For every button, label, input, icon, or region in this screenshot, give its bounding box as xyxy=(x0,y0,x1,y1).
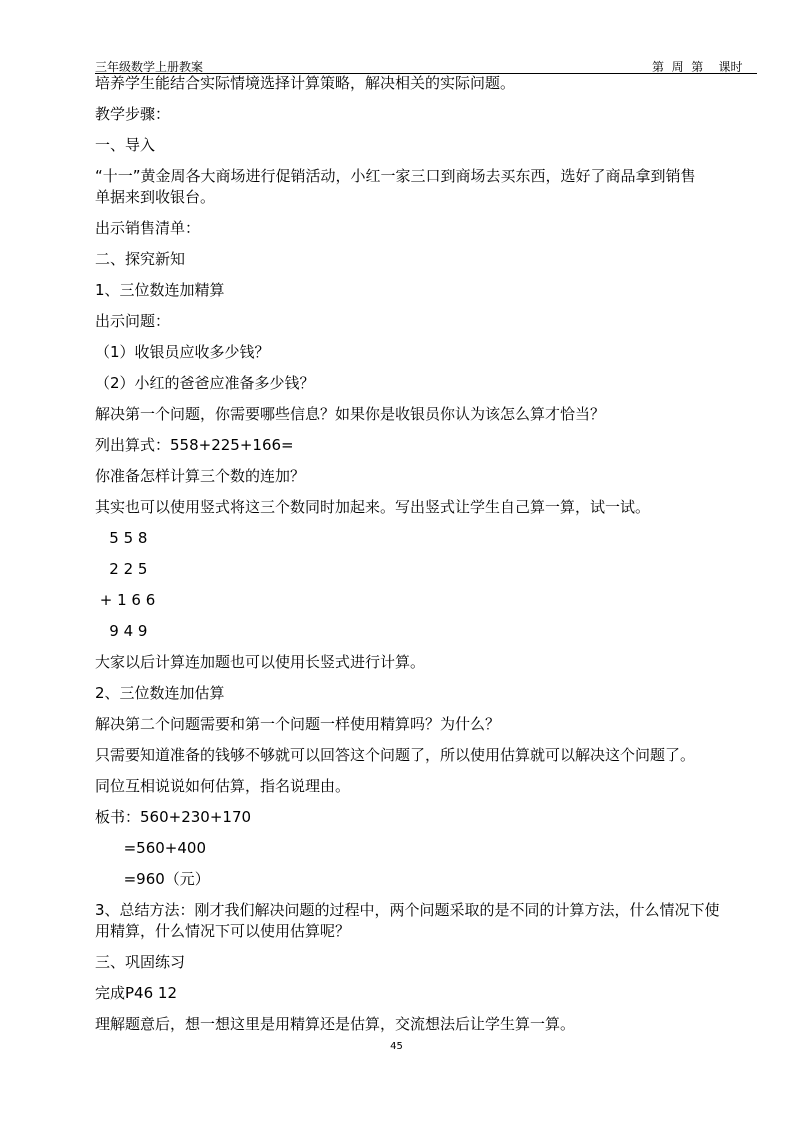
body-line: 其实也可以使用竖式将这三个数同时加起来。写出竖式让学生自己算一算，试一试。 xyxy=(95,498,651,516)
equation-line: =960（元） xyxy=(95,870,210,888)
vertical-calc-line: 5 5 8 xyxy=(95,529,148,547)
subsection-heading: 2、三位数连加估算 xyxy=(95,684,225,702)
body-line: 你准备怎样计算三个数的连加？ xyxy=(95,467,306,485)
section-heading: 三、巩固练习 xyxy=(95,953,186,971)
body-line: 理解题意后，想一想这里是用精算还是估算，交流想法后让学生算一算。 xyxy=(95,1015,576,1033)
subsection-heading: 1、三位数连加精算 xyxy=(95,281,225,299)
body-line: “十一”黄金周各大商场进行促销活动，小红一家三口到商场去买东西，选好了商品拿到销售 xyxy=(95,167,696,185)
body-line: 出示销售清单： xyxy=(95,219,201,237)
equation-line: 板书：560+230+170 xyxy=(95,808,252,826)
body-line: 用精算，什么情况下可以使用估算呢？ xyxy=(95,922,351,940)
header-title: 三年级数学上册教案 xyxy=(95,60,204,74)
body-line: 完成P46 12 xyxy=(95,984,177,1002)
body-line: 同位互相说说如何估算，指名说理由。 xyxy=(95,777,351,795)
question-line: （2）小红的爸爸应准备多少钱？ xyxy=(95,374,315,392)
body-line: 解决第二个问题需要和第一个问题一样使用精算吗？为什么？ xyxy=(95,715,501,733)
body-line: 出示问题： xyxy=(95,312,171,330)
body-line: 解决第一个问题，你需要哪些信息？如果你是收银员你认为该怎么算才恰当？ xyxy=(95,405,606,423)
body-line: 培养学生能结合实际情境选择计算策略，解决相关的实际问题。 xyxy=(95,74,516,92)
page-number: 45 xyxy=(390,1041,403,1052)
subsection-heading: 3、总结方法：刚才我们解决问题的过程中，两个问题采取的是不同的计算方法，什么情况下使 xyxy=(95,901,720,919)
vertical-calc-line: 2 2 5 xyxy=(95,560,148,578)
equation-line: 列出算式：558+225+166= xyxy=(95,436,294,454)
question-line: （1）收银员应收多少钱？ xyxy=(95,343,270,361)
section-heading: 一、导入 xyxy=(95,136,156,154)
vertical-calc-line: 9 4 9 xyxy=(95,622,148,640)
vertical-calc-line: + 1 6 6 xyxy=(95,591,156,609)
body-line: 单据来到收银台。 xyxy=(95,188,216,206)
section-heading: 二、探究新知 xyxy=(95,250,186,268)
equation-line: =560+400 xyxy=(95,839,207,857)
header-period: 第 周 第 课时 xyxy=(652,60,743,74)
body-line: 只需要知道准备的钱够不够就可以回答这个问题了，所以使用估算就可以解决这个问题了。 xyxy=(95,746,696,764)
body-line: 大家以后计算连加题也可以使用长竖式进行计算。 xyxy=(95,653,426,671)
body-line: 教学步骤： xyxy=(95,105,171,123)
